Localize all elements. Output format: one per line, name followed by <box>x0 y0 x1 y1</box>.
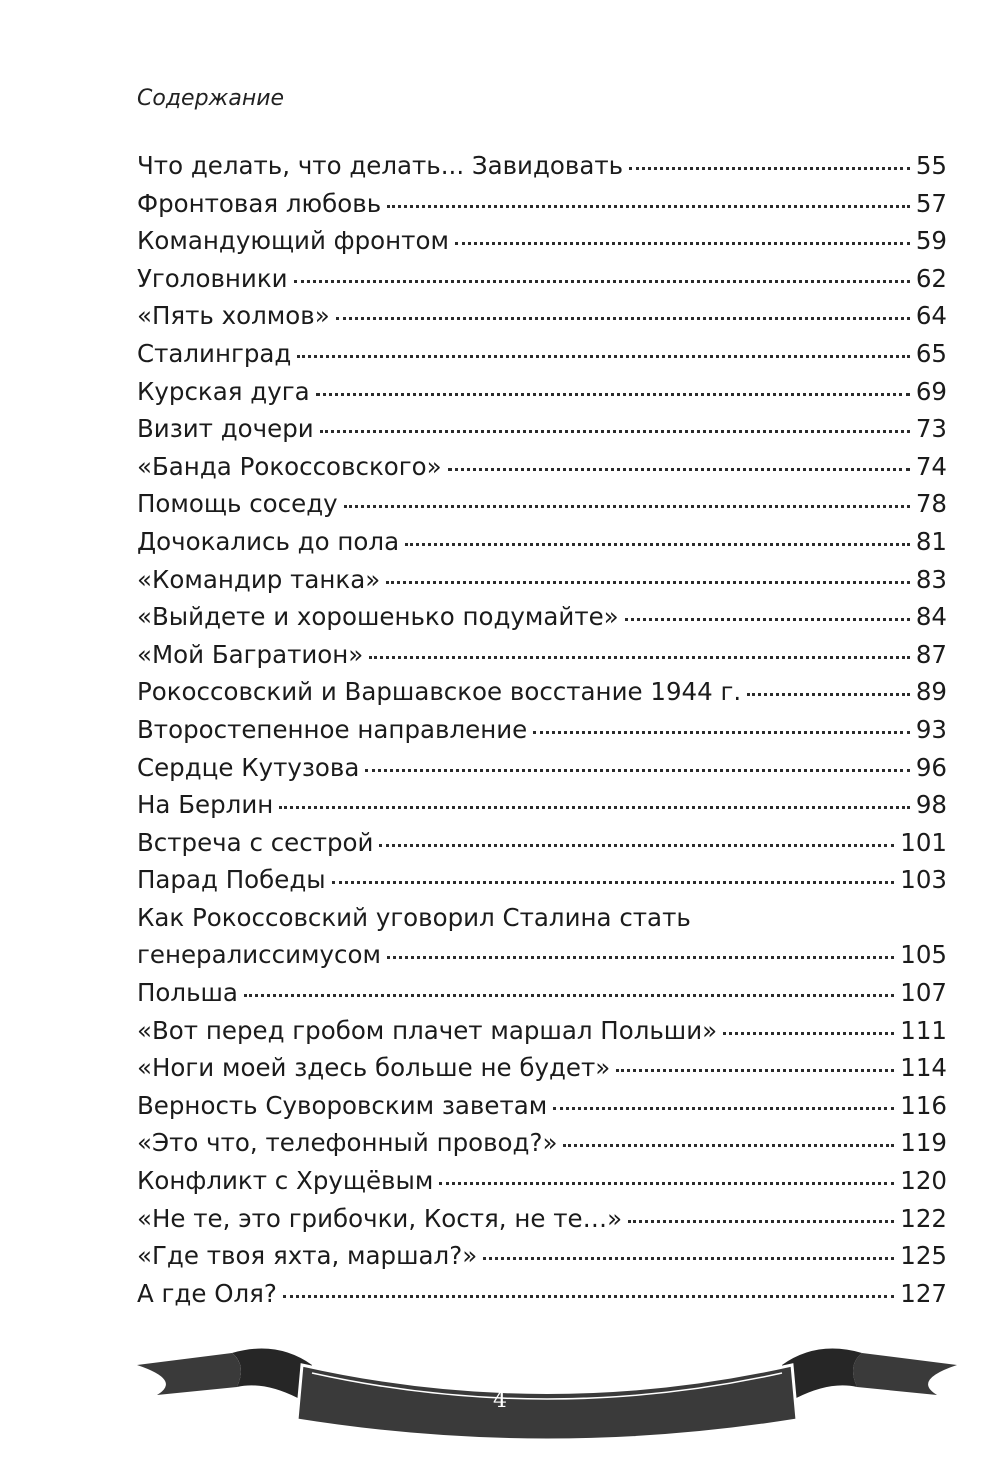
table-of-contents <box>137 147 947 1312</box>
toc-entry-page: 101 <box>900 827 947 857</box>
toc-entry-title: «Не те, это грибочки, Костя, не те…» <box>137 1203 623 1233</box>
dot-leader <box>344 505 910 508</box>
dot-leader <box>563 1144 894 1147</box>
toc-entry-title: «Это что, телефонный провод?» <box>137 1128 558 1158</box>
toc-entry-title: Помощь соседу <box>137 489 338 519</box>
toc-entry <box>137 448 947 486</box>
toc-entry <box>137 297 947 335</box>
dot-leader <box>332 881 895 884</box>
dot-leader <box>629 167 910 170</box>
dot-leader <box>336 317 910 320</box>
toc-entry-title: Парад Победы <box>137 865 326 895</box>
toc-entry <box>137 335 947 373</box>
toc-entry-title: Визит дочери <box>137 414 314 444</box>
dot-leader <box>369 656 910 659</box>
toc-entry-page: 65 <box>915 338 947 368</box>
dot-leader <box>297 355 909 358</box>
dot-leader <box>723 1032 894 1035</box>
dot-leader <box>320 430 910 433</box>
toc-entry-page: 93 <box>915 714 947 744</box>
toc-entry <box>137 1012 947 1050</box>
toc-entry-title: Что делать, что делать... Завидовать <box>137 151 624 180</box>
toc-entry <box>137 1087 947 1125</box>
dot-leader <box>405 543 910 546</box>
toc-entry-title: Встреча с сестрой <box>137 827 374 857</box>
toc-entry-title: «Выйдете и хорошенько подумайте» <box>137 602 619 632</box>
toc-entry-page: 119 <box>900 1128 947 1158</box>
toc-entry-title: «Ноги моей здесь больше не будет» <box>137 1053 611 1083</box>
toc-entry-page: 69 <box>915 376 947 406</box>
dot-leader <box>625 618 910 621</box>
toc-entry <box>137 373 947 411</box>
toc-entry <box>137 974 947 1012</box>
dot-leader <box>533 731 910 734</box>
toc-entry <box>137 1200 947 1238</box>
toc-entry <box>137 1124 947 1162</box>
toc-entry-page: 96 <box>915 752 947 782</box>
dot-leader <box>379 844 894 847</box>
toc-entry <box>137 711 947 749</box>
toc-entry-page: 105 <box>900 940 947 970</box>
toc-entry-page: 78 <box>915 489 947 519</box>
toc-entry <box>137 861 947 899</box>
toc-entry-page: 111 <box>900 1015 947 1045</box>
toc-entry-title: Конфликт с Хрущёвым <box>137 1166 434 1196</box>
page-number: 4 <box>493 1388 507 1413</box>
dot-leader <box>386 581 910 584</box>
toc-entry-two-line <box>137 899 947 974</box>
toc-entry-page: 127 <box>900 1278 947 1308</box>
toc-entry-title: «Командир танка» <box>137 564 381 594</box>
toc-entry-title: Дочокались до пола <box>137 526 400 556</box>
toc-entry-title: «Мой Багратион» <box>137 639 364 669</box>
toc-entry-page: 125 <box>900 1241 947 1271</box>
toc-entry-title: Второстепенное направление <box>137 714 528 744</box>
toc-entry-title: Командующий фронтом <box>137 226 449 256</box>
toc-entry <box>137 485 947 523</box>
dot-leader <box>616 1069 894 1072</box>
toc-entry-page: 74 <box>915 451 947 481</box>
toc-entry-page: 84 <box>915 602 947 632</box>
toc-entry <box>137 1237 947 1275</box>
toc-entry-page: 59 <box>915 226 947 256</box>
toc-entry <box>137 222 947 260</box>
toc-entry <box>137 523 947 561</box>
toc-entry-title: На Берлин <box>137 790 274 820</box>
toc-entry <box>137 598 947 636</box>
toc-entry <box>137 561 947 599</box>
toc-entry-title: Курская дуга <box>137 376 310 406</box>
toc-entry <box>137 410 947 448</box>
dot-leader <box>279 806 910 809</box>
toc-entry-page: 116 <box>900 1090 947 1120</box>
dot-leader <box>483 1257 894 1260</box>
dot-leader <box>244 994 894 997</box>
dot-leader <box>387 956 894 959</box>
toc-entry-title-line1: Как Рокоссовский уговорил Сталина стать <box>137 902 691 932</box>
dot-leader <box>283 1295 894 1298</box>
toc-entry-page: 64 <box>915 301 947 331</box>
dot-leader <box>455 242 910 245</box>
dot-leader <box>316 393 910 396</box>
toc-entry <box>137 260 947 298</box>
toc-entry-page: 62 <box>915 263 947 293</box>
toc-entry-title: Фронтовая любовь <box>137 188 382 218</box>
toc-entry-page: 55 <box>915 151 947 180</box>
toc-entry <box>137 824 947 862</box>
toc-entry-page: 89 <box>915 677 947 707</box>
toc-entry-page: 114 <box>900 1053 947 1083</box>
dot-leader <box>747 693 910 696</box>
toc-entry <box>137 749 947 787</box>
toc-entry-title: Сердце Кутузова <box>137 752 360 782</box>
toc-entry-title: Верность Суворовским заветам <box>137 1090 548 1120</box>
toc-entry-title: Польша <box>137 978 238 1008</box>
toc-entry-title: Сталинград <box>137 338 292 368</box>
dot-leader <box>365 769 909 772</box>
toc-entry-page: 103 <box>900 865 947 895</box>
toc-entry-title: «Вот перед гробом плачет маршал Польши» <box>137 1015 718 1045</box>
toc-entry-page: 57 <box>915 188 947 218</box>
toc-entry <box>137 185 947 223</box>
toc-entry-title: Уголовники <box>137 263 288 293</box>
toc-entry <box>137 636 947 674</box>
toc-entry-title: А где Оля? <box>137 1278 277 1308</box>
toc-entry <box>137 1275 947 1313</box>
toc-entry <box>137 1162 947 1200</box>
toc-entry-page: 98 <box>915 790 947 820</box>
toc-entry-title-line2: генералиссимусом <box>137 940 381 970</box>
toc-entry-page: 81 <box>915 526 947 556</box>
toc-entry-page: 87 <box>915 639 947 669</box>
toc-entry-page: 120 <box>900 1166 947 1196</box>
toc-entry-page: 107 <box>900 978 947 1008</box>
dot-leader <box>628 1220 894 1223</box>
dot-leader <box>448 468 910 471</box>
toc-entry-page: 73 <box>915 414 947 444</box>
dot-leader <box>387 205 910 208</box>
toc-entry <box>137 673 947 711</box>
toc-entry <box>137 786 947 824</box>
toc-entry <box>137 147 947 185</box>
toc-entry-title: «Где твоя яхта, маршал?» <box>137 1241 478 1271</box>
dot-leader <box>294 280 910 283</box>
running-header: Содержание <box>137 86 285 111</box>
dot-leader <box>439 1182 894 1185</box>
ribbon-banner-ornament <box>137 1325 957 1445</box>
toc-entry <box>137 1049 947 1087</box>
toc-entry-title: Рокоссовский и Варшавское восстание 1944 г. <box>137 677 742 707</box>
toc-entry-page: 122 <box>900 1203 947 1233</box>
toc-entry-title: «Пять холмов» <box>137 301 330 331</box>
toc-entry-page: 83 <box>915 564 947 594</box>
dot-leader <box>553 1107 894 1110</box>
toc-entry-title: «Банда Рокоссовского» <box>137 451 442 481</box>
